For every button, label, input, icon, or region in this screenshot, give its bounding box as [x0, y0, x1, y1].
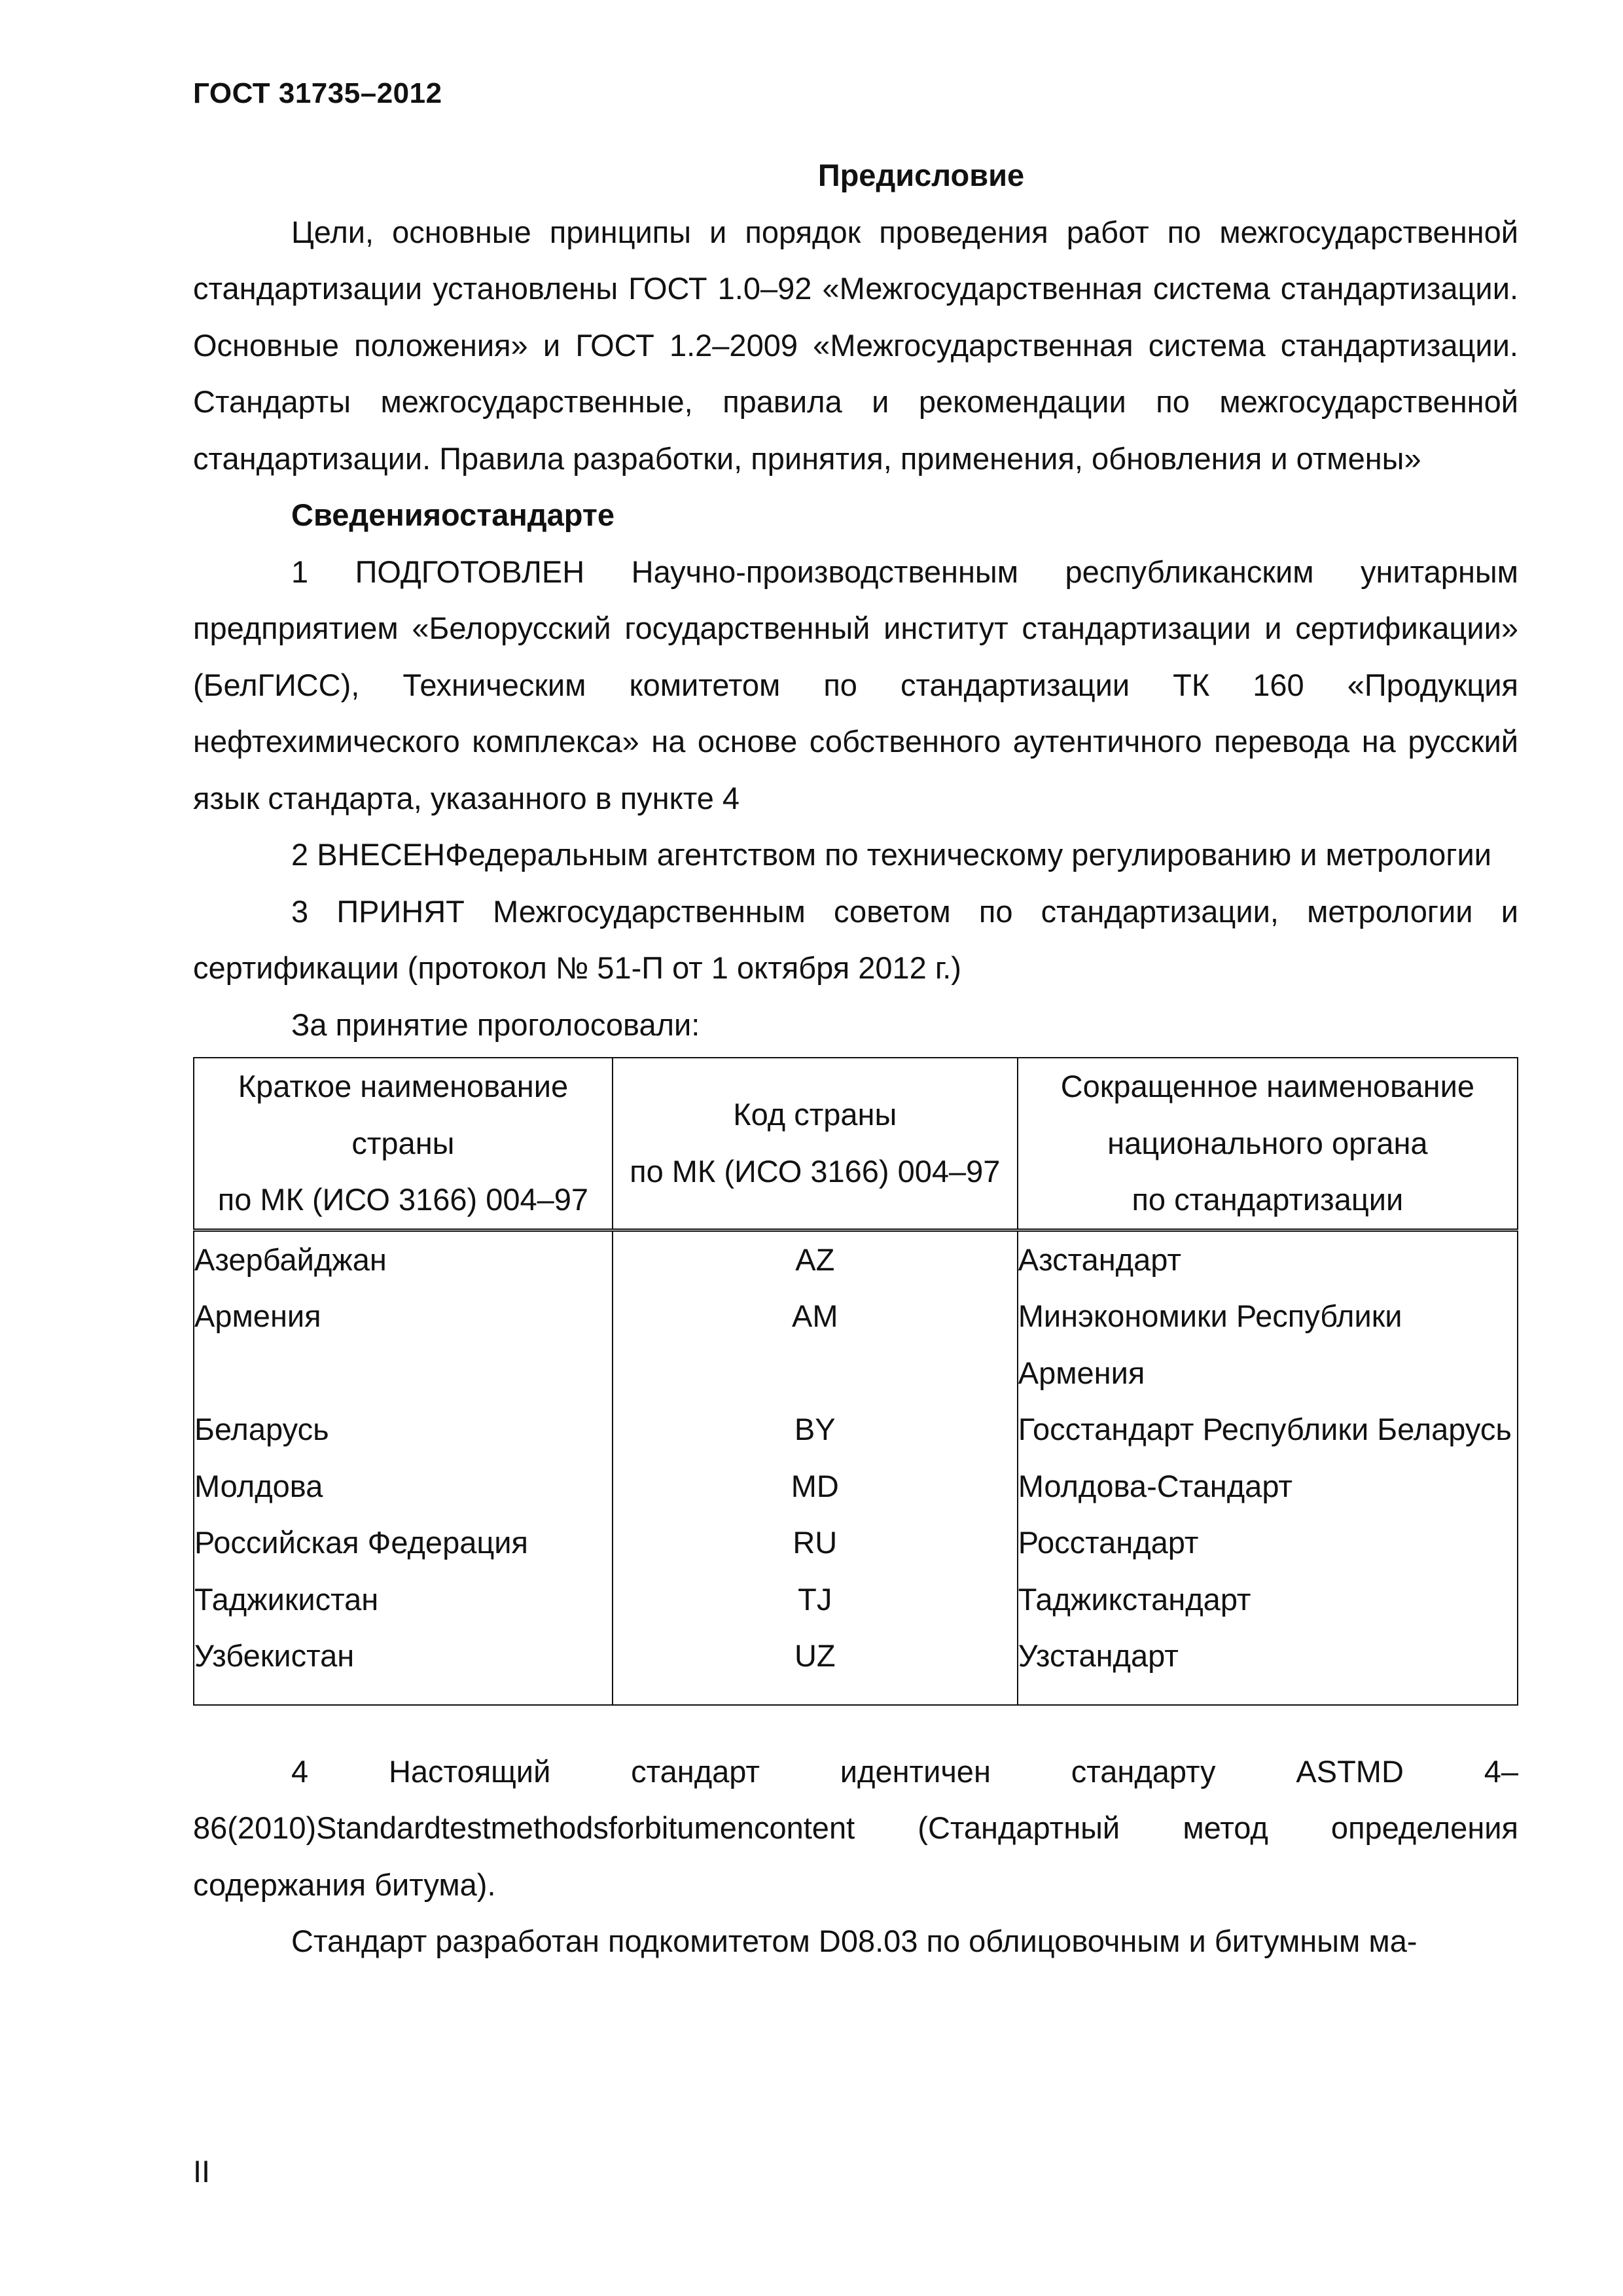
header-code-line-1: Код страны: [733, 1097, 897, 1132]
table-row: [194, 1515, 1518, 1571]
table-row: [194, 1458, 1518, 1515]
header-country-name: [194, 1058, 613, 1230]
country-cell: Российская Федерация: [194, 1515, 613, 1571]
page-number: II: [193, 2154, 211, 2189]
country-cell: Молдова: [194, 1458, 613, 1515]
header-country-code: [613, 1058, 1018, 1230]
vote-table-header-row: [194, 1058, 1518, 1230]
country-cell: Узбекистан: [194, 1628, 613, 1685]
code-cell: AM: [613, 1288, 1018, 1401]
header-body-line-3: по стандартизации: [1132, 1182, 1404, 1217]
country-cell: Армения: [194, 1288, 613, 1401]
page-content: [193, 147, 1518, 1970]
table-row: [194, 1230, 1518, 1288]
table-row: [194, 1628, 1518, 1685]
header-country-line-3: по МК (ИСО 3166) 004–97: [217, 1182, 589, 1217]
body-cell: Узстандарт: [1018, 1628, 1518, 1685]
code-cell: BY: [613, 1401, 1018, 1458]
body-cell: Азстандарт: [1018, 1230, 1518, 1288]
code-cell: RU: [613, 1515, 1018, 1571]
code-cell: AZ: [613, 1230, 1018, 1288]
body-cell: Минэкономики Республики Армения: [1018, 1288, 1518, 1401]
foreword-intro-paragraph: Цели, основные принципы и порядок проведения работ по межгосударственной стандартизации установлены ГОСТ 1.0–92 «Межгосударственная система стандартизации. Основные положения» и ГОСТ 1.2–2009 «Межгосударственная система стандартизации. Стандарты межгосударственные, правила и рекомендации по межгосударственной стандартизации. Правила разработки, принятия, применения, обновления и отмены»: [193, 214, 1518, 476]
country-cell: Азербайджан: [194, 1230, 613, 1288]
country-cell: Таджикистан: [194, 1571, 613, 1628]
code-cell: UZ: [613, 1628, 1018, 1685]
header-body-line-2: национального органа: [1107, 1125, 1428, 1160]
table-bottom-spacer: [194, 1685, 1518, 1705]
table-row: [194, 1401, 1518, 1458]
vote-table: [193, 1057, 1518, 1706]
code-cell: TJ: [613, 1571, 1018, 1628]
table-row: [194, 1571, 1518, 1628]
item-1-paragraph: 1 ПОДГОТОВЛЕН Научно-производственным республиканским унитарным предприятием «Белорусский государственный институт стандартизации и сертификации» (БелГИСС), Техническим комитетом по стандартизации ТК 160 «Продукция нефтехимического комплекса» на основе собственного аутентичного перевода на русский язык стандарта, указанного в пункте 4: [193, 554, 1518, 816]
country-cell: Беларусь: [194, 1401, 613, 1458]
body-cell: Госстандарт Республики Беларусь: [1018, 1401, 1518, 1458]
header-country-line-2: страны: [351, 1125, 455, 1160]
header-country-line-1: Краткое наименование: [238, 1069, 569, 1103]
item-4-paragraph: 4 Настоящий стандарт идентичен стандарту ASTMD 4–86(2010)Standardtestmethodsforbitumencontent (Стандартный метод определения содержания битума).: [193, 1753, 1518, 1902]
voted-label: За принятие проголосовали:: [291, 1007, 700, 1042]
item-2-paragraph: 2 ВНЕСЕНФедеральным агентством по техническому регулированию и метрологии: [291, 837, 1491, 872]
table-row: [194, 1288, 1518, 1401]
body-cell: Молдова-Стандарт: [1018, 1458, 1518, 1515]
code-cell: MD: [613, 1458, 1018, 1515]
body-cell: Росстандарт: [1018, 1515, 1518, 1571]
standard-info-heading: Сведенияостандарте: [291, 497, 615, 532]
document-header: ГОСТ 31735–2012: [193, 77, 442, 109]
foreword-title: Предисловие: [817, 158, 1025, 192]
item-4-continuation: Стандарт разработан подкомитетом D08.03 по облицовочным и битумным ма-: [291, 1924, 1418, 1958]
header-code-line-2: по МК (ИСО 3166) 004–97: [630, 1153, 1001, 1189]
header-body-line-1: Сокращенное наименование: [1060, 1069, 1474, 1103]
body-cell: Таджикстандарт: [1018, 1571, 1518, 1628]
item-3-paragraph: 3 ПРИНЯТ Межгосударственным советом по стандартизации, метрологии и сертификации (протокол № 51-П от 1 октября 2012 г.): [193, 893, 1518, 985]
header-national-body: [1018, 1058, 1518, 1230]
